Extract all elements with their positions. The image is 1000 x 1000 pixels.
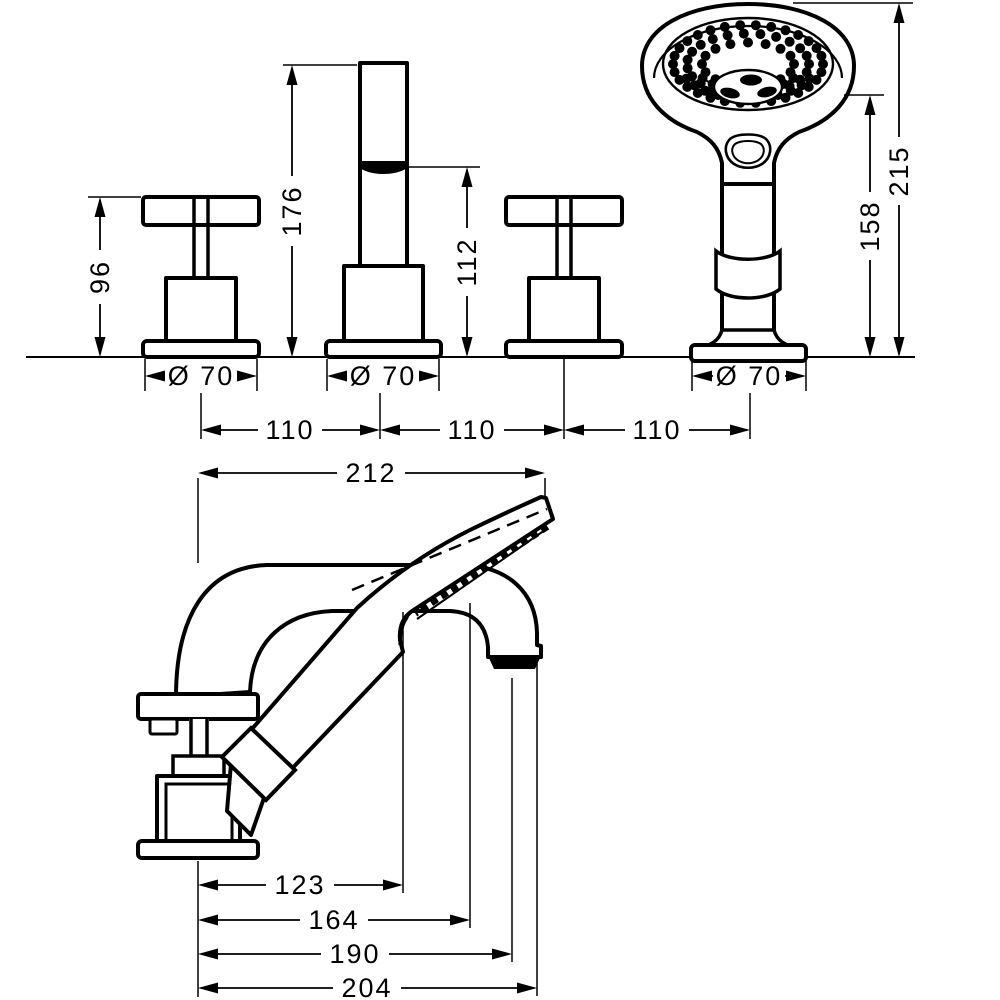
dimension-arrowhead [544,425,564,436]
nozzle-dot [725,39,735,49]
nozzle-dot [743,38,753,48]
dimension-arrowhead [865,337,876,357]
nozzle-dot [795,43,805,53]
dimension-176 [277,65,307,357]
nozzle-dot [711,44,721,54]
dimension-arrowhead [201,425,221,436]
dimension-215 [884,3,914,357]
nozzle-dot [771,32,781,42]
nozzle-dot [693,30,703,40]
dimension-110-2 [380,415,564,445]
nozzle-dot [802,51,812,61]
dimension-dia70-1 [145,361,257,391]
dimension-arrowhead [198,468,218,479]
nozzle-dot [675,43,685,53]
dimension-arrowhead [237,371,257,382]
dimension-arrowhead [564,425,584,436]
nozzle-dot [785,37,795,47]
nozzle-dot [797,80,807,90]
handshower-front-view [642,4,854,361]
dimension-arrowhead [198,983,218,994]
dimension-arrowhead [786,371,806,382]
spout-mouth-aerator [489,658,540,669]
dimension-dia70-1-label: Ø 70 [167,361,235,391]
dimension-164 [198,905,470,935]
nozzle-dot [696,40,706,50]
nozzle-dot [766,22,776,32]
handle-bar-side [138,694,258,719]
dimension-dia70-3-label: Ø 70 [715,361,783,391]
dimension-110-1-label: 110 [265,415,315,445]
dimension-arrowhead [95,197,106,217]
nozzle-dot [816,51,826,61]
dimension-112-label: 112 [452,237,482,287]
dimension-96-label: 96 [85,259,115,295]
dimension-dia70-2-label: Ø 70 [349,361,417,391]
nozzle-dot [804,36,814,46]
dimension-arrowhead [419,371,439,382]
dimension-arrowhead [492,949,512,960]
dimension-arrowhead [462,337,473,357]
nozzle-dot [776,44,786,54]
dimension-arrowhead [145,371,165,382]
nozzle-dot [751,20,761,30]
nozzle-dot [761,39,771,49]
dimension-123-label: 123 [274,870,326,900]
dimension-dia70-2 [327,361,439,391]
dimension-arrowhead [525,468,545,479]
nozzle-dot [701,51,711,61]
nozzle-dot [689,80,699,90]
dimension-190 [198,939,512,969]
dimension-arrowhead [198,880,218,891]
dimension-arrowhead [462,167,473,187]
dimension-110-2-label: 110 [447,415,497,445]
dimension-110-3-label: 110 [632,415,682,445]
dimension-arrowhead [360,425,380,436]
left-cross-handle [143,197,259,357]
dimension-176-label: 176 [277,185,307,237]
dimension-arrowhead [730,425,750,436]
dimension-96 [85,197,115,357]
nozzle-dot [706,25,716,35]
dimension-arrowhead [450,915,470,926]
dimension-215-label: 215 [884,145,914,197]
dimension-arrowhead [287,65,298,85]
nozzle-dot [739,29,749,39]
dimension-164-label: 164 [308,905,360,935]
dimension-arrowhead [894,3,905,23]
dimension-204 [198,973,537,1000]
dimension-arrowhead [95,337,106,357]
dimension-arrowhead [865,95,876,115]
spout-front-view [326,63,441,357]
side-view-assembly [138,497,553,858]
dimension-110-1 [201,415,380,445]
dimension-dia70-3 [692,361,806,391]
handle-escutcheon-side [138,841,258,858]
shower-escutcheon [691,345,806,361]
dimension-arrowhead [287,337,298,357]
dimension-arrowhead [327,371,347,382]
nozzle-dot [786,51,796,61]
dimension-212 [198,458,545,488]
nozzle-dot [698,73,708,83]
nozzle-dot [681,74,691,84]
nozzle-dot [793,30,803,40]
nozzle-dot [687,47,697,57]
center-jet-top [740,75,762,86]
dimension-arrowhead [383,880,403,891]
spout-escutcheon [326,341,441,357]
dimension-123 [198,870,403,900]
nozzle-dot [682,36,692,46]
dimension-204-label: 204 [341,973,393,1000]
nozzle-dot [788,73,798,83]
dimension-158-label: 158 [855,200,885,252]
holder-collar [716,251,780,298]
nozzle-dot [805,74,815,84]
dimension-arrowhead [692,371,712,382]
dimension-arrowhead [894,337,905,357]
dimension-arrowhead [198,915,218,926]
spout-body [344,266,423,343]
dimension-158 [855,95,885,357]
dimension-190-label: 190 [329,939,381,969]
dimension-arrowhead [380,425,400,436]
dimension-110-3 [564,415,750,445]
indicator-nub [150,719,177,734]
handle-shoulder [173,756,224,777]
dimension-arrowhead [198,949,218,960]
nozzle-dot [723,30,733,40]
nozzle-dot [708,34,718,44]
dimension-arrowhead [517,983,537,994]
nozzle-dot [781,25,791,35]
dimension-112 [452,167,482,357]
right-cross-handle [506,197,622,357]
dimension-212-label: 212 [345,458,397,488]
nozzle-dot [700,86,710,96]
nozzle-dot [786,86,796,96]
nozzle-dot [755,29,765,39]
